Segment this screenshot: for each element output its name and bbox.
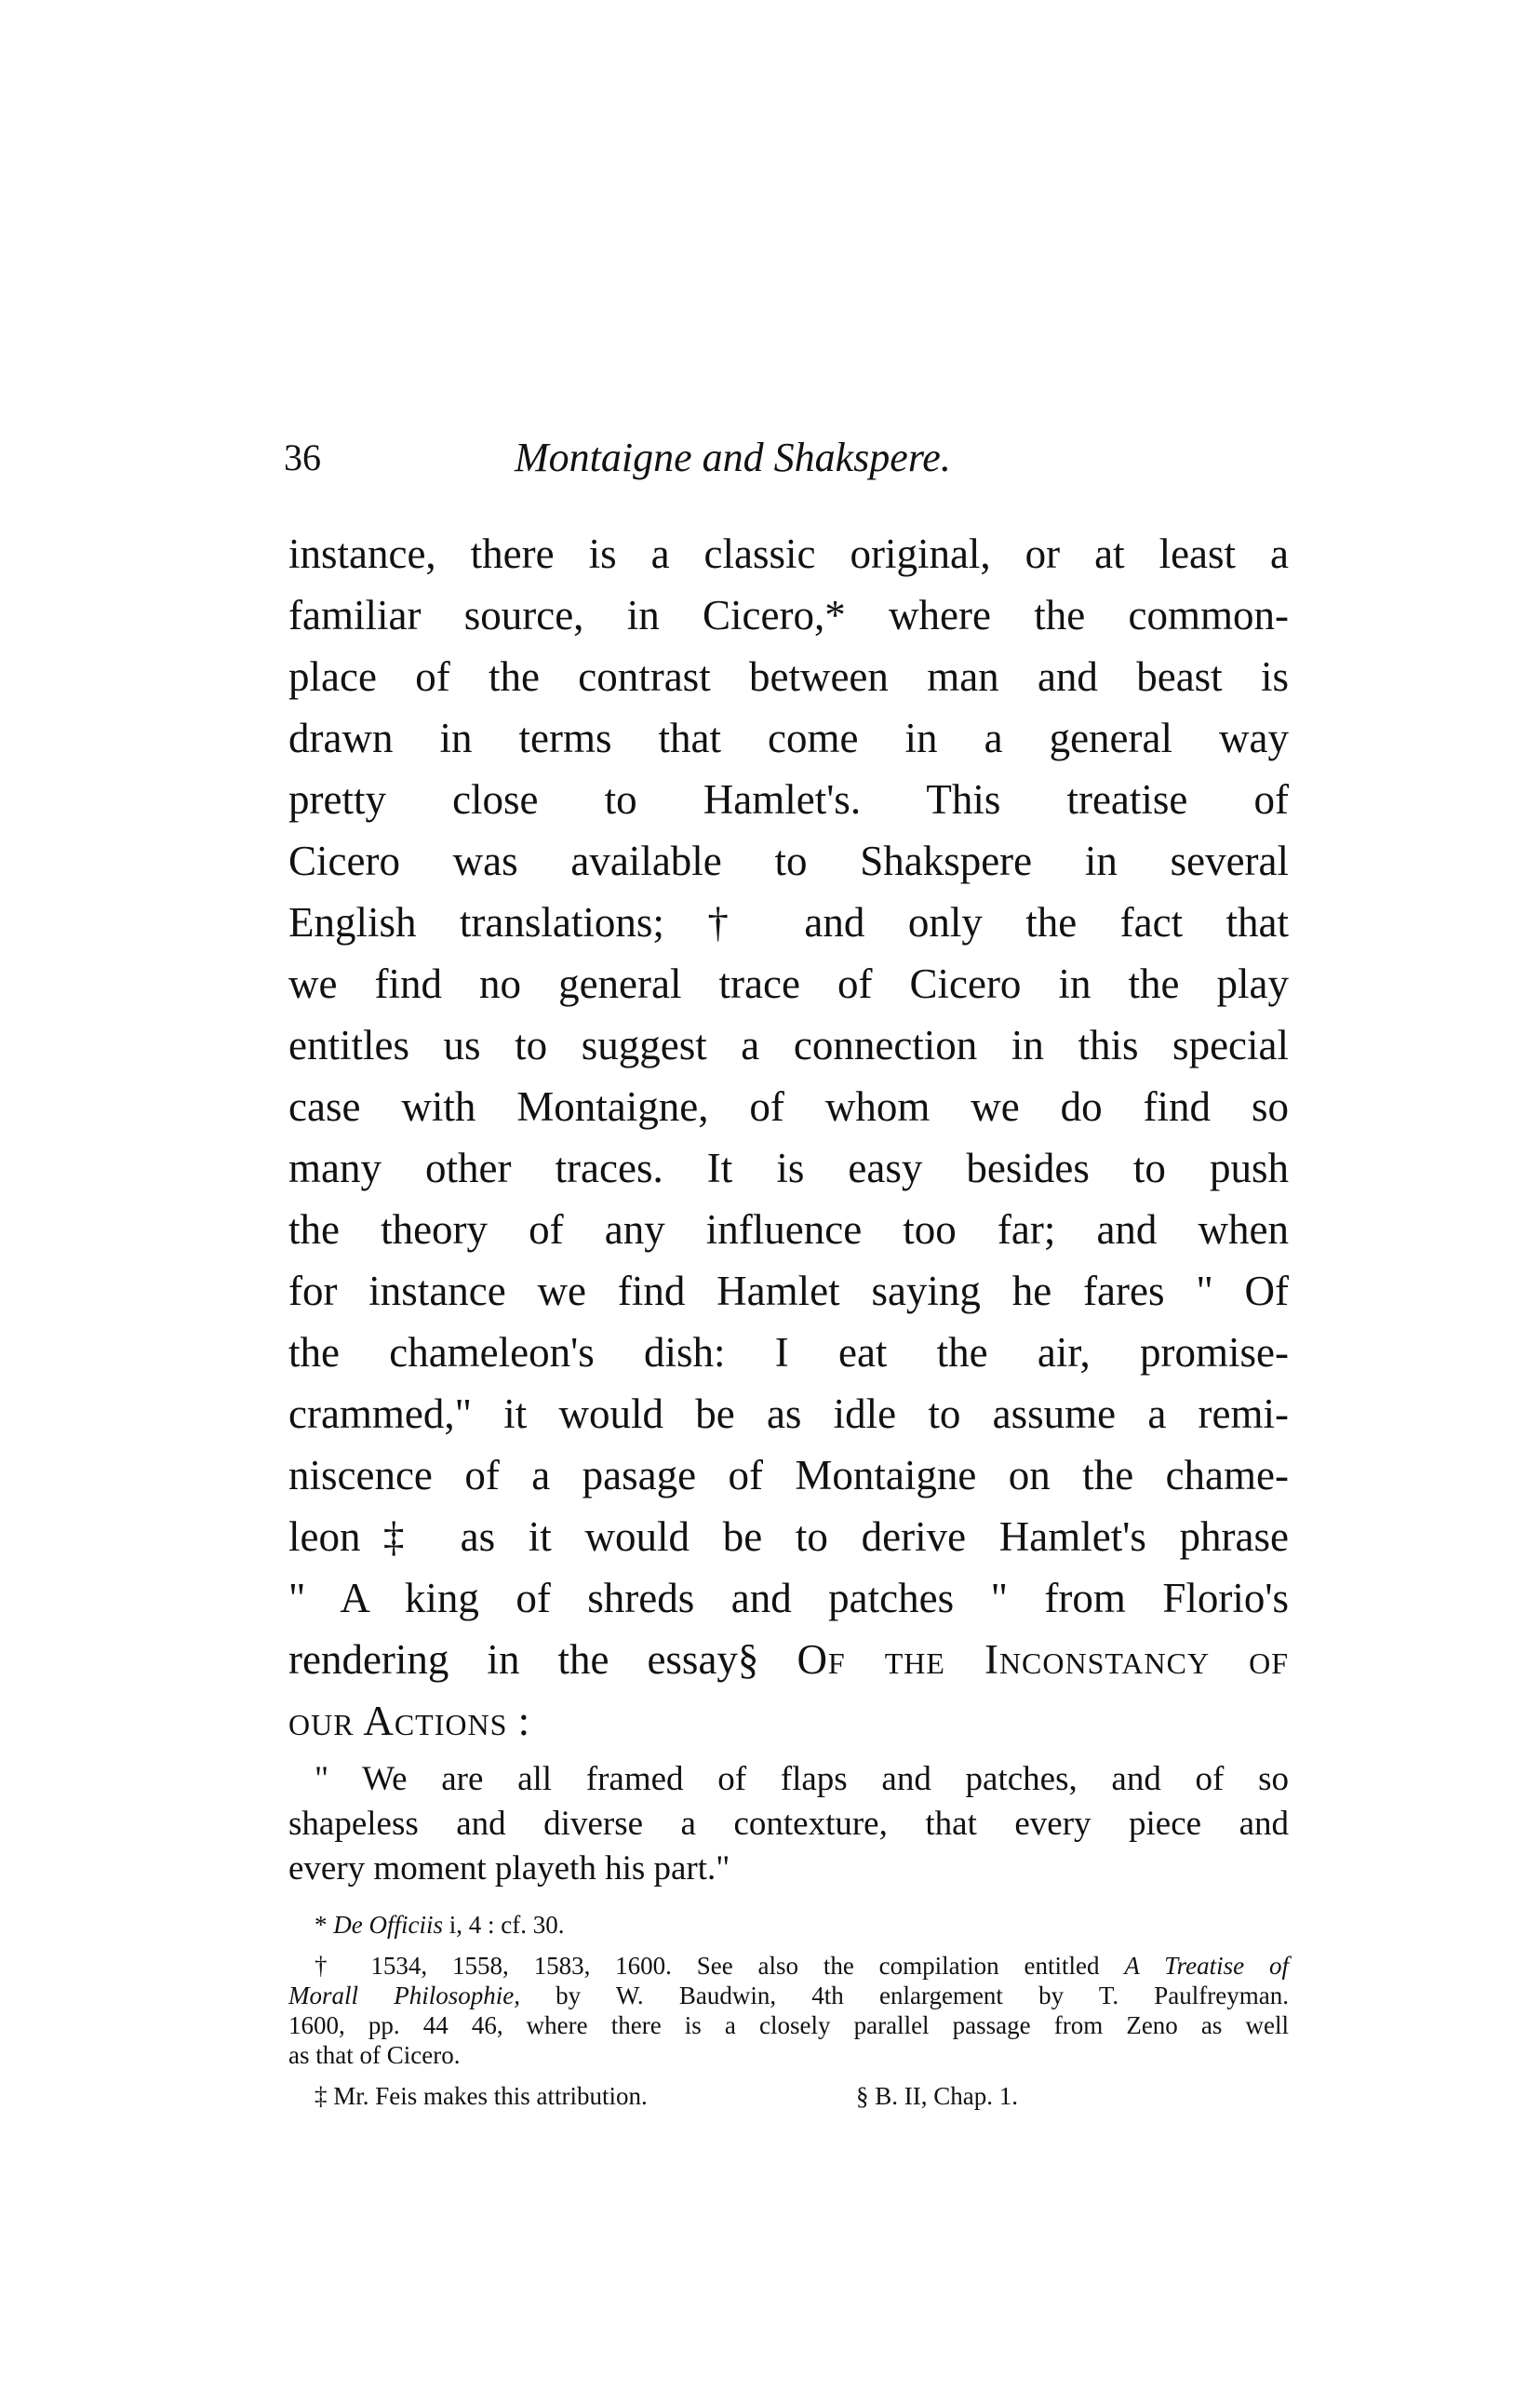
body-line: familiar source, in Cicero,* where the common- [288, 592, 1289, 638]
body-line: many other traces. It is easy besides to push [288, 1145, 1289, 1191]
body-line: instance, there is a classic original, or at least a [288, 531, 1289, 577]
footnote-text: by W. Baudwin, 4th enlargement by T. Paulfreyman. [556, 1982, 1289, 2009]
essay-title-part-2: our Actions [288, 1698, 508, 1744]
body-line-prefix: rendering in the essay§ [288, 1636, 797, 1683]
body-paragraph [288, 523, 1289, 1752]
body-line: leon‡ as it would be to derive Hamlet's phrase [288, 1513, 1289, 1560]
body-line: drawn in terms that come in a general way [288, 715, 1289, 761]
essay-title-part-1: Of the Inconstancy of [797, 1636, 1289, 1683]
block-quote [288, 1757, 1289, 1891]
footnote-2-line-3: 1600, pp. 44 46, where there is a closely parallel passage from Zeno as well [288, 2011, 1289, 2039]
footnote-4: § B. II, Chap. 1. [856, 2082, 1018, 2110]
body-line: we find no general trace of Cicero in the play [288, 961, 1289, 1007]
footnote-title: A Treatise of [1124, 1952, 1289, 1980]
body-line-essay-title [288, 1629, 1289, 1690]
footnote-2-line-2 [288, 1981, 1289, 2010]
body-line-essay-title-end [288, 1690, 1289, 1752]
quote-line: shapeless and diverse a contexture, that every piece and [288, 1805, 1289, 1843]
footnote-3: ‡ Mr. Feis makes this attribution. [315, 2082, 648, 2110]
body-line: the theory of any influence too far; and when [288, 1206, 1289, 1253]
body-line-suffix: : [517, 1698, 530, 1744]
footnote-2-line-4: as that of Cicero. [288, 2041, 461, 2069]
body-line: for instance we find Hamlet saying he fares " Of [288, 1268, 1289, 1314]
footnote-title: Morall Philosophie, [288, 1982, 520, 2009]
body-line: case with Montaigne, of whom we do find so [288, 1083, 1289, 1130]
body-line: English translations; † and only the fact that [288, 899, 1289, 946]
quote-line: " We are all framed of flaps and patches, and of so [315, 1760, 1289, 1798]
body-line: the chameleon's dish: I eat the air, promise- [288, 1329, 1289, 1376]
quote-line: every moment playeth his part." [288, 1849, 730, 1888]
footnote-title: De Officiis [333, 1911, 443, 1939]
running-title: Montaigne and Shakspere. [515, 435, 951, 480]
footnote-1 [288, 1910, 1289, 1940]
footnote-ref: i, 4 : cf. 30. [449, 1911, 565, 1939]
footnote-row [288, 2081, 1289, 2113]
body-line: crammed," it would be as idle to assume a remi- [288, 1391, 1289, 1437]
body-line: pretty close to Hamlet's. This treatise of [288, 776, 1289, 823]
footnote-marker: * [315, 1911, 328, 1939]
footnote-text: † 1534, 1558, 1583, 1600. See also the compilation entitled [315, 1952, 1100, 1980]
body-line: niscence of a pasage of Montaigne on the chame- [288, 1452, 1289, 1498]
body-line: Cicero was available to Shakspere in several [288, 838, 1289, 884]
page-number: 36 [284, 437, 321, 478]
footnotes [288, 1910, 1289, 2113]
footnote-2-line-1 [288, 1951, 1289, 1981]
running-head [284, 430, 1289, 486]
body-line: " A king of shreds and patches " from Florio's [288, 1575, 1289, 1621]
body-line: entitles us to suggest a connection in this special [288, 1022, 1289, 1068]
body-line: place of the contrast between man and beast is [288, 653, 1289, 700]
